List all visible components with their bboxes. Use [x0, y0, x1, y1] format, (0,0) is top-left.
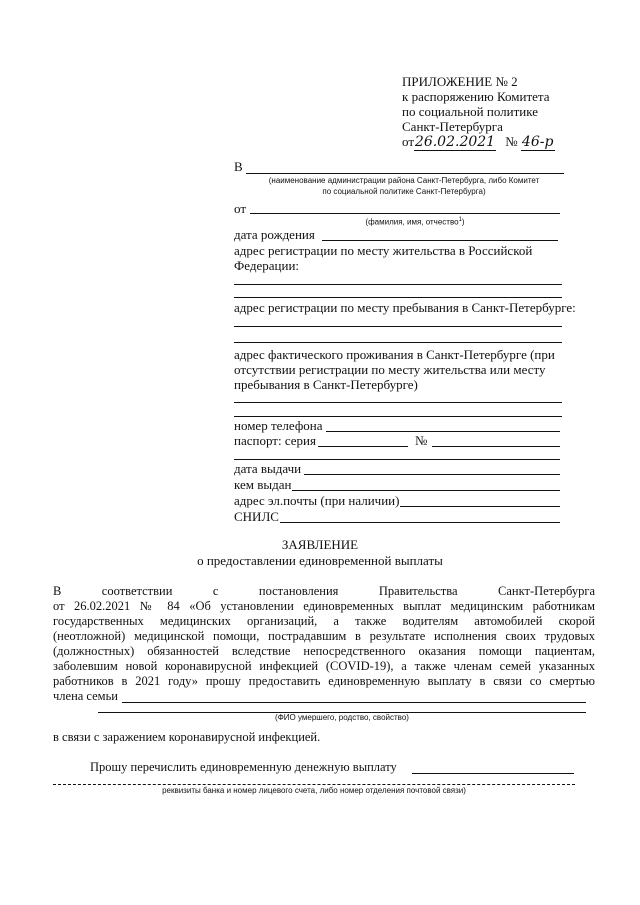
- actual-address-label-3: пребывания в Санкт-Петербурге): [234, 377, 418, 392]
- from-line: [250, 213, 560, 214]
- actual-address-label-1: адрес фактического проживания в Санкт-Петербурге (при: [234, 347, 555, 362]
- stay-address-line-2: [234, 342, 562, 343]
- body-line-5: (должностных) обязанностей вследствие непосредственного оказания помощи пациентам,: [53, 644, 595, 658]
- reg-address-line-1: [234, 284, 562, 285]
- snils-label: СНИЛС: [234, 509, 279, 524]
- appendix-line-4: Санкт-Петербурга: [402, 119, 503, 134]
- bank-caption: реквизиты банка и номер лицевого счета, либо номер отделения почтовой связи): [162, 786, 466, 795]
- appendix-date-row: [402, 134, 555, 151]
- email-line: [400, 506, 560, 507]
- reg-address-label-2: Федерации:: [234, 258, 300, 273]
- family-member-line: [122, 702, 586, 703]
- passport-series-label: паспорт: серия: [234, 433, 316, 448]
- to-caption-1: (наименование администрации района Санкт-Петербурга, либо Комитет: [268, 176, 540, 185]
- snils-line: [280, 522, 560, 523]
- phone-line: [326, 431, 560, 432]
- date-prefix: от: [402, 134, 415, 149]
- date-value: 26.02.2021: [414, 134, 496, 150]
- passport-number-line: [432, 446, 560, 447]
- actual-address-line-2: [234, 416, 562, 417]
- issued-by-line: [292, 490, 560, 491]
- stay-address-label: адрес регистрации по месту пребывания в Санкт-Петербурге:: [234, 300, 576, 315]
- to-label: В: [234, 159, 243, 174]
- body-line-7: работников в 2021 году» прошу предоставить единовременную выплату в связи со смертью: [53, 674, 595, 688]
- deceased-caption: (ФИО умершего, родство, свойство): [275, 713, 409, 722]
- from-label: от: [234, 201, 247, 216]
- statement-subtitle: о предоставлении единовременной выплаты: [197, 553, 443, 568]
- appendix-line-2: к распоряжению Комитета: [402, 89, 550, 104]
- reg-address-line-2: [234, 297, 562, 298]
- number-value: 46-р: [521, 134, 554, 150]
- reg-address-label-1: адрес регистрации по месту жительства в Российской: [234, 243, 533, 258]
- passport-extra-line: [234, 459, 560, 460]
- appendix-line-3: по социальной политике: [402, 104, 538, 119]
- infection-line: в связи с заражением коронавирусной инфекцией.: [53, 730, 321, 744]
- passport-series-line: [318, 446, 408, 447]
- stay-address-line-1: [234, 326, 562, 327]
- actual-address-line-1: [234, 402, 562, 403]
- email-label: адрес эл.почты (при наличии): [234, 493, 400, 508]
- birth-date-line: [322, 240, 558, 241]
- issued-by-label: кем выдан: [234, 477, 292, 492]
- actual-address-label-2: отсутствии регистрации по месту жительства или месту: [234, 362, 546, 377]
- body-line-1: В соответствии с постановления Правительства Санкт-Петербурга: [53, 584, 595, 598]
- statement-title: ЗАЯВЛЕНИЕ: [281, 537, 359, 552]
- issue-date-line: [304, 474, 560, 475]
- body-line-3: государственных медицинских организаций, а также водителям автомобилей скорой: [53, 614, 595, 628]
- phone-label: номер телефона: [234, 418, 323, 433]
- to-line: [246, 173, 564, 174]
- issue-date-label: дата выдачи: [234, 461, 302, 476]
- body-line-4: (неотложной) медицинской помощи, пострадавшим в результате исполнения своих трудовых: [53, 629, 595, 643]
- bank-details-line: [53, 784, 575, 785]
- from-caption: (фамилия, имя, отчество$^1$): [365, 217, 465, 227]
- appendix-title: ПРИЛОЖЕНИЕ № 2: [402, 74, 518, 89]
- body-line-6: заболевшим новой коронавирусной инфекцией (COVID-19), а также членам семей указанных: [53, 659, 595, 673]
- to-caption-2: по социальной политике Санкт-Петербурга): [322, 187, 486, 196]
- birth-date-label: дата рождения: [234, 227, 315, 242]
- passport-number-label: №: [415, 433, 428, 448]
- body-line-8: члена семьи: [53, 689, 118, 703]
- transfer-amount-line: [412, 773, 574, 774]
- number-prefix: №: [505, 134, 518, 149]
- transfer-line: Прошу перечислить единовременную денежную выплату: [90, 760, 397, 774]
- body-line-2: от 26.02.2021 № 84 «Об установлении единовременных выплат медицинским работникам: [53, 599, 595, 613]
